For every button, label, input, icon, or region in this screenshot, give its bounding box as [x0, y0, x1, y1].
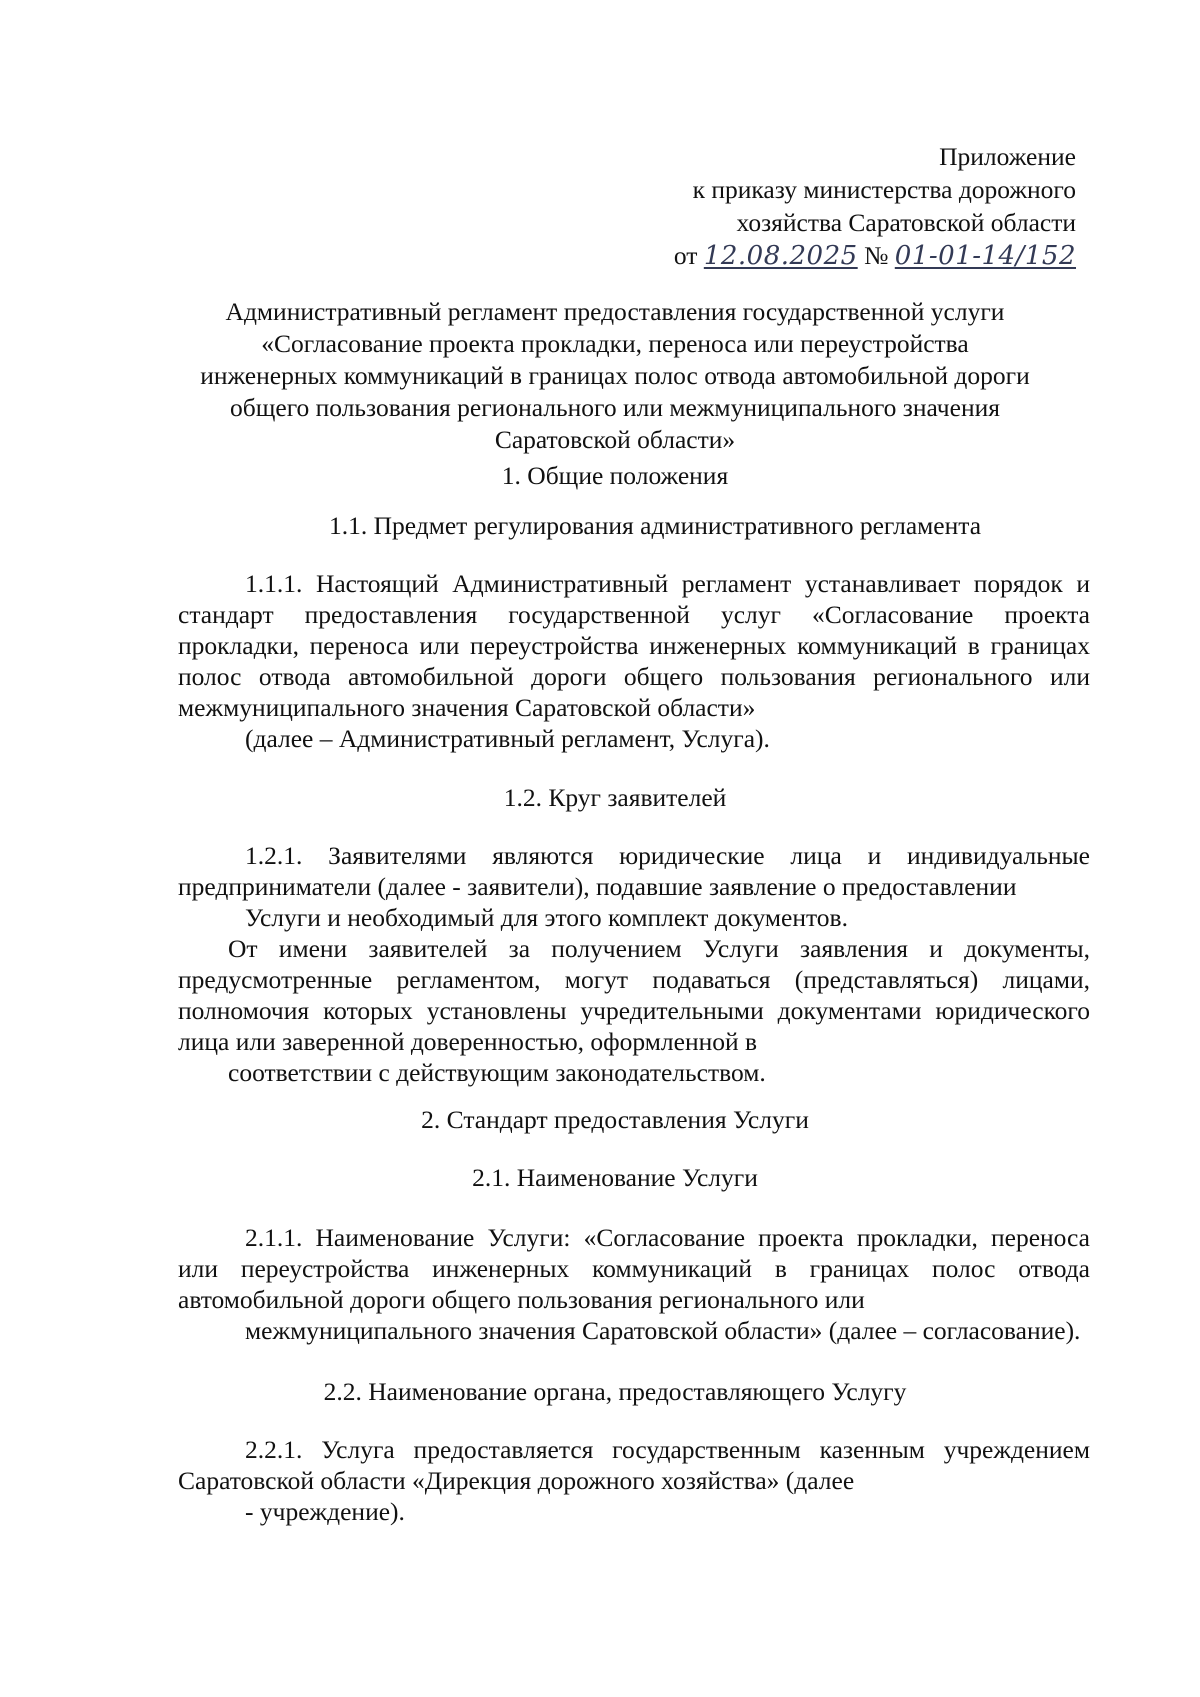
paragraph-1-2-2	[178, 933, 1090, 1088]
paragraph-text: 2.1.1. Наименование Услуги: «Согласование проекта прокладки, переноса или переустройства инженерных коммуникаций в границах полос отвода автомобильной дороги общего пользования регионального или	[178, 1223, 1090, 1314]
paragraph-text: 1.1.1. Настоящий Административный регламент устанавливает порядок и стандарт предоставления государственной услуг «Согласование проекта прокладки, переноса или переустройства инженерных коммуникаций в границах полос отвода автомобильной дороги общего пользования регионального или межмуниципального значения Саратовской области»	[178, 569, 1090, 722]
paragraph-text-end: межмуниципального значения Саратовской области» (далее – согласование).	[245, 1316, 1081, 1345]
title-line: Административный регламент предоставления государственной услуги	[225, 297, 1005, 326]
appendix-order-line: к приказу министерства дорожного	[692, 175, 1076, 204]
number-sign: №	[864, 241, 889, 270]
section-heading-1-2: 1.2. Круг заявителей	[503, 783, 727, 812]
appendix-block	[556, 140, 1076, 273]
paragraph-2-2-1	[178, 1434, 1090, 1527]
paragraph-text-end: - учреждение).	[245, 1497, 405, 1526]
paragraph-text-end: соответствии с действующим законодательством.	[228, 1058, 766, 1087]
section-heading-2-1: 2.1. Наименование Услуги	[472, 1163, 758, 1192]
document-title	[150, 296, 1080, 456]
handwritten-date: 12.08.2025	[703, 241, 858, 271]
paragraph-1-1-1	[178, 568, 1090, 754]
title-line: «Согласование проекта прокладки, переноса или переустройства	[261, 329, 969, 358]
paragraph-2-1-1	[178, 1222, 1090, 1346]
title-line: Саратовской области»	[494, 425, 736, 454]
paragraph-text: 1.2.1. Заявителями являются юридические лица и индивидуальные предприниматели (далее - заявители), подавшие заявление о предоставлении	[178, 841, 1090, 901]
title-line: инженерных коммуникаций в границах полос отвода автомобильной дороги	[200, 361, 1030, 390]
section-heading-1: 1. Общие положения	[501, 461, 729, 490]
handwritten-order-number: 01-01-14/152	[894, 241, 1076, 271]
section-heading-1-1: 1.1. Предмет регулирования административного регламента	[328, 511, 982, 540]
date-prefix: от	[673, 241, 698, 270]
paragraph-text-end: (далее – Административный регламент, Услуга).	[245, 724, 770, 753]
paragraph-1-2-1	[178, 840, 1090, 933]
appendix-date-line	[556, 239, 1076, 273]
paragraph-text: От имени заявителей за получением Услуги заявления и документы, предусмотренные регламентом, могут подаваться (представляться) лицами, полномочия которых установлены учредительными документами юридического лица или заверенной доверенностью, оформленной в	[178, 934, 1090, 1056]
paragraph-text: 2.2.1. Услуга предоставляется государственным казенным учреждением Саратовской области «Дирекция дорожного хозяйства» (далее	[178, 1435, 1090, 1495]
paragraph-text-end: Услуги и необходимый для этого комплект документов.	[245, 903, 848, 932]
appendix-title: Приложение	[939, 142, 1076, 171]
section-heading-2-2: 2.2. Наименование органа, предоставляющего Услугу	[323, 1377, 907, 1406]
section-heading-2: 2. Стандарт предоставления Услуги	[421, 1105, 809, 1134]
appendix-ministry-line: хозяйства Саратовской области	[736, 208, 1076, 237]
title-line: общего пользования регионального или межмуниципального значения	[230, 393, 1000, 422]
